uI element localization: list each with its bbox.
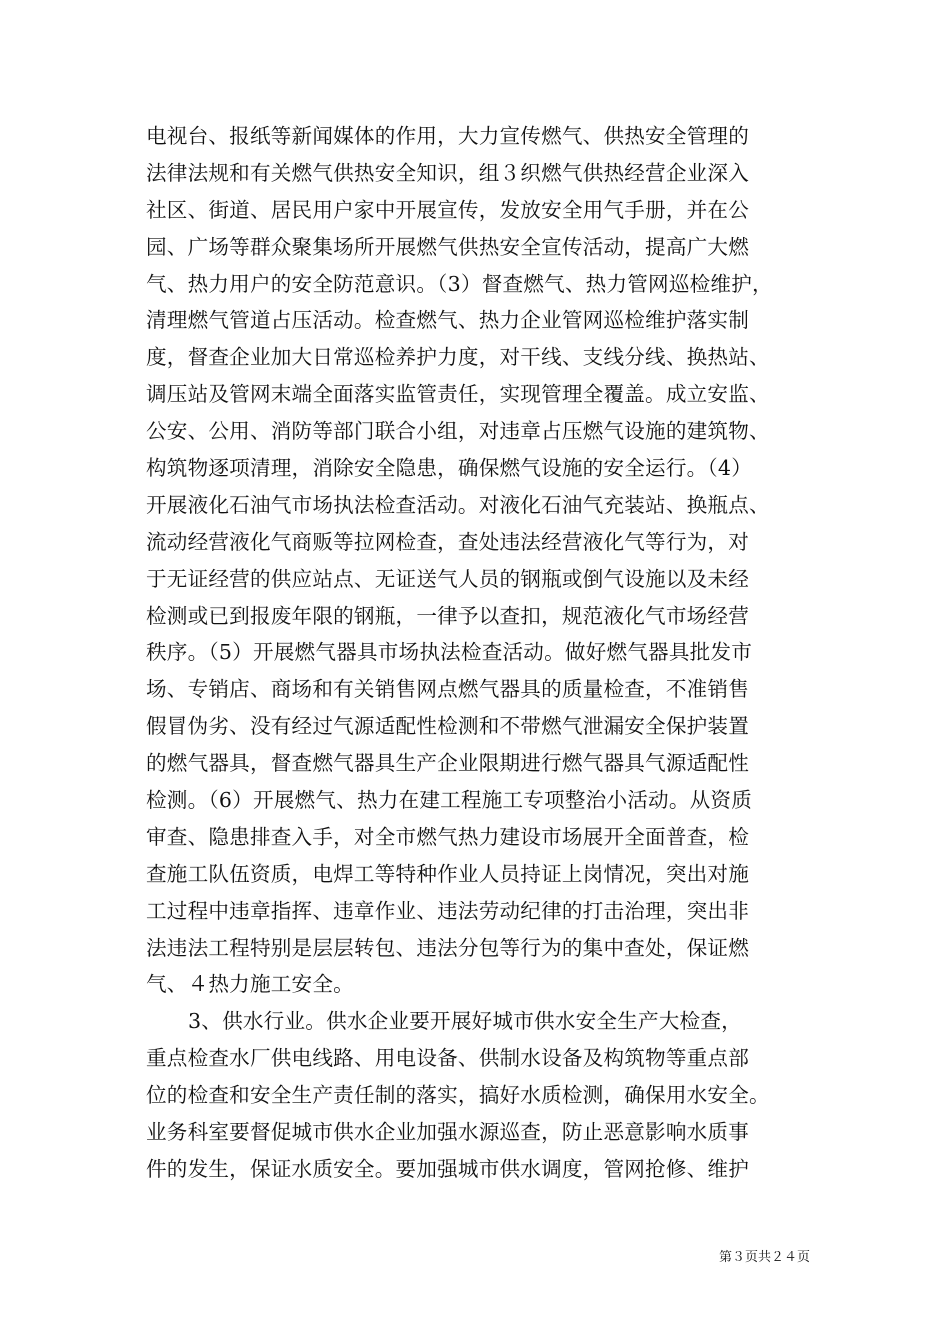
- paragraph-start-line: 3、供水行业。供水企业要开展好城市供水安全生产大检查，: [188, 1009, 742, 1034]
- text-line: 件的发生，保证水质安全。要加强城市供水调度，管网抢修、维护: [146, 1156, 750, 1181]
- text-line: 电视台、报纸等新闻媒体的作用，大力宣传燃气、供热安全管理的: [146, 124, 750, 148]
- text-line: 位的检查和安全生产责任制的落实，搞好水质检测，确保用水安全。: [146, 1083, 770, 1108]
- text-line: 园、广场等群众聚集场所开展燃气供热安全宣传活动，提高广大燃: [146, 234, 750, 259]
- text-line: 场、专销店、商场和有关销售网点燃气器具的质量检查，不准销售: [146, 677, 750, 702]
- page-number-footer: 第３页共２４页: [718, 1250, 810, 1265]
- text-line: 假冒伪劣、没有经过气源适配性检测和不带燃气泄漏安全保护装置: [146, 714, 750, 739]
- text-line: 秩序。（5）开展燃气器具市场执法检查活动。做好燃气器具批发市: [146, 640, 753, 665]
- text-line: 开展液化石油气市场执法检查活动。对液化石油气充装站、换瓶点、: [146, 492, 770, 517]
- text-line: 构筑物逐项清理，消除安全隐患，确保燃气设施的安全运行。（4）: [146, 456, 753, 481]
- text-line: 检测或已到报废年限的钢瓶，一律予以查扣，规范液化气市场经营: [146, 603, 750, 628]
- text-line: 的燃气器具，督查燃气器具生产企业限期进行燃气器具气源适配性: [146, 751, 750, 776]
- text-line: 法违法工程特别是层层转包、违法分包等行为的集中查处，保证燃: [146, 935, 750, 960]
- text-line: 清理燃气管道占压活动。检查燃气、热力企业管网巡检维护落实制: [146, 308, 750, 333]
- text-line: 调压站及管网末端全面落实监管责任，实现管理全覆盖。成立安监、: [146, 382, 770, 407]
- text-line: 重点检查水厂供电线路、用电设备、供制水设备及构筑物等重点部: [146, 1046, 750, 1071]
- text-line: 工过程中违章指挥、违章作业、违法劳动纪律的打击治理，突出非: [146, 898, 750, 923]
- text-line: 查施工队伍资质，电焊工等特种作业人员持证上岗情况，突出对施: [146, 861, 750, 886]
- text-line: 审查、隐患排查入手，对全市燃气热力建设市场展开全面普查，检: [146, 824, 750, 849]
- text-line: 气、４热力施工安全。: [146, 972, 354, 997]
- text-line: 气、热力用户的安全防范意识。（3）督查燃气、热力管网巡检维护，: [146, 271, 773, 296]
- text-line: 流动经营液化气商贩等拉网检查，查处违法经营液化气等行为，对: [146, 529, 750, 554]
- text-line: 检测。（6）开展燃气、热力在建工程施工专项整治小活动。从资质: [146, 788, 753, 813]
- text-line: 业务科室要督促城市供水企业加强水源巡查，防止恶意影响水质事: [146, 1120, 750, 1145]
- text-line: 于无证经营的供应站点、无证送气人员的钢瓶或倒气设施以及未经: [146, 566, 750, 591]
- text-line: 度，督查企业加大日常巡检养护力度，对干线、支线分线、换热站、: [146, 345, 770, 370]
- text-line: 法律法规和有关燃气供热安全知识，组３织燃气供热经营企业深入: [146, 160, 750, 185]
- text-line: 公安、公用、消防等部门联合小组，对违章占压燃气设施的建筑物、: [146, 419, 770, 444]
- body-text: [146, 118, 810, 1188]
- text-line: 社区、街道、居民用户家中开展宣传，发放安全用气手册，并在公: [146, 197, 750, 222]
